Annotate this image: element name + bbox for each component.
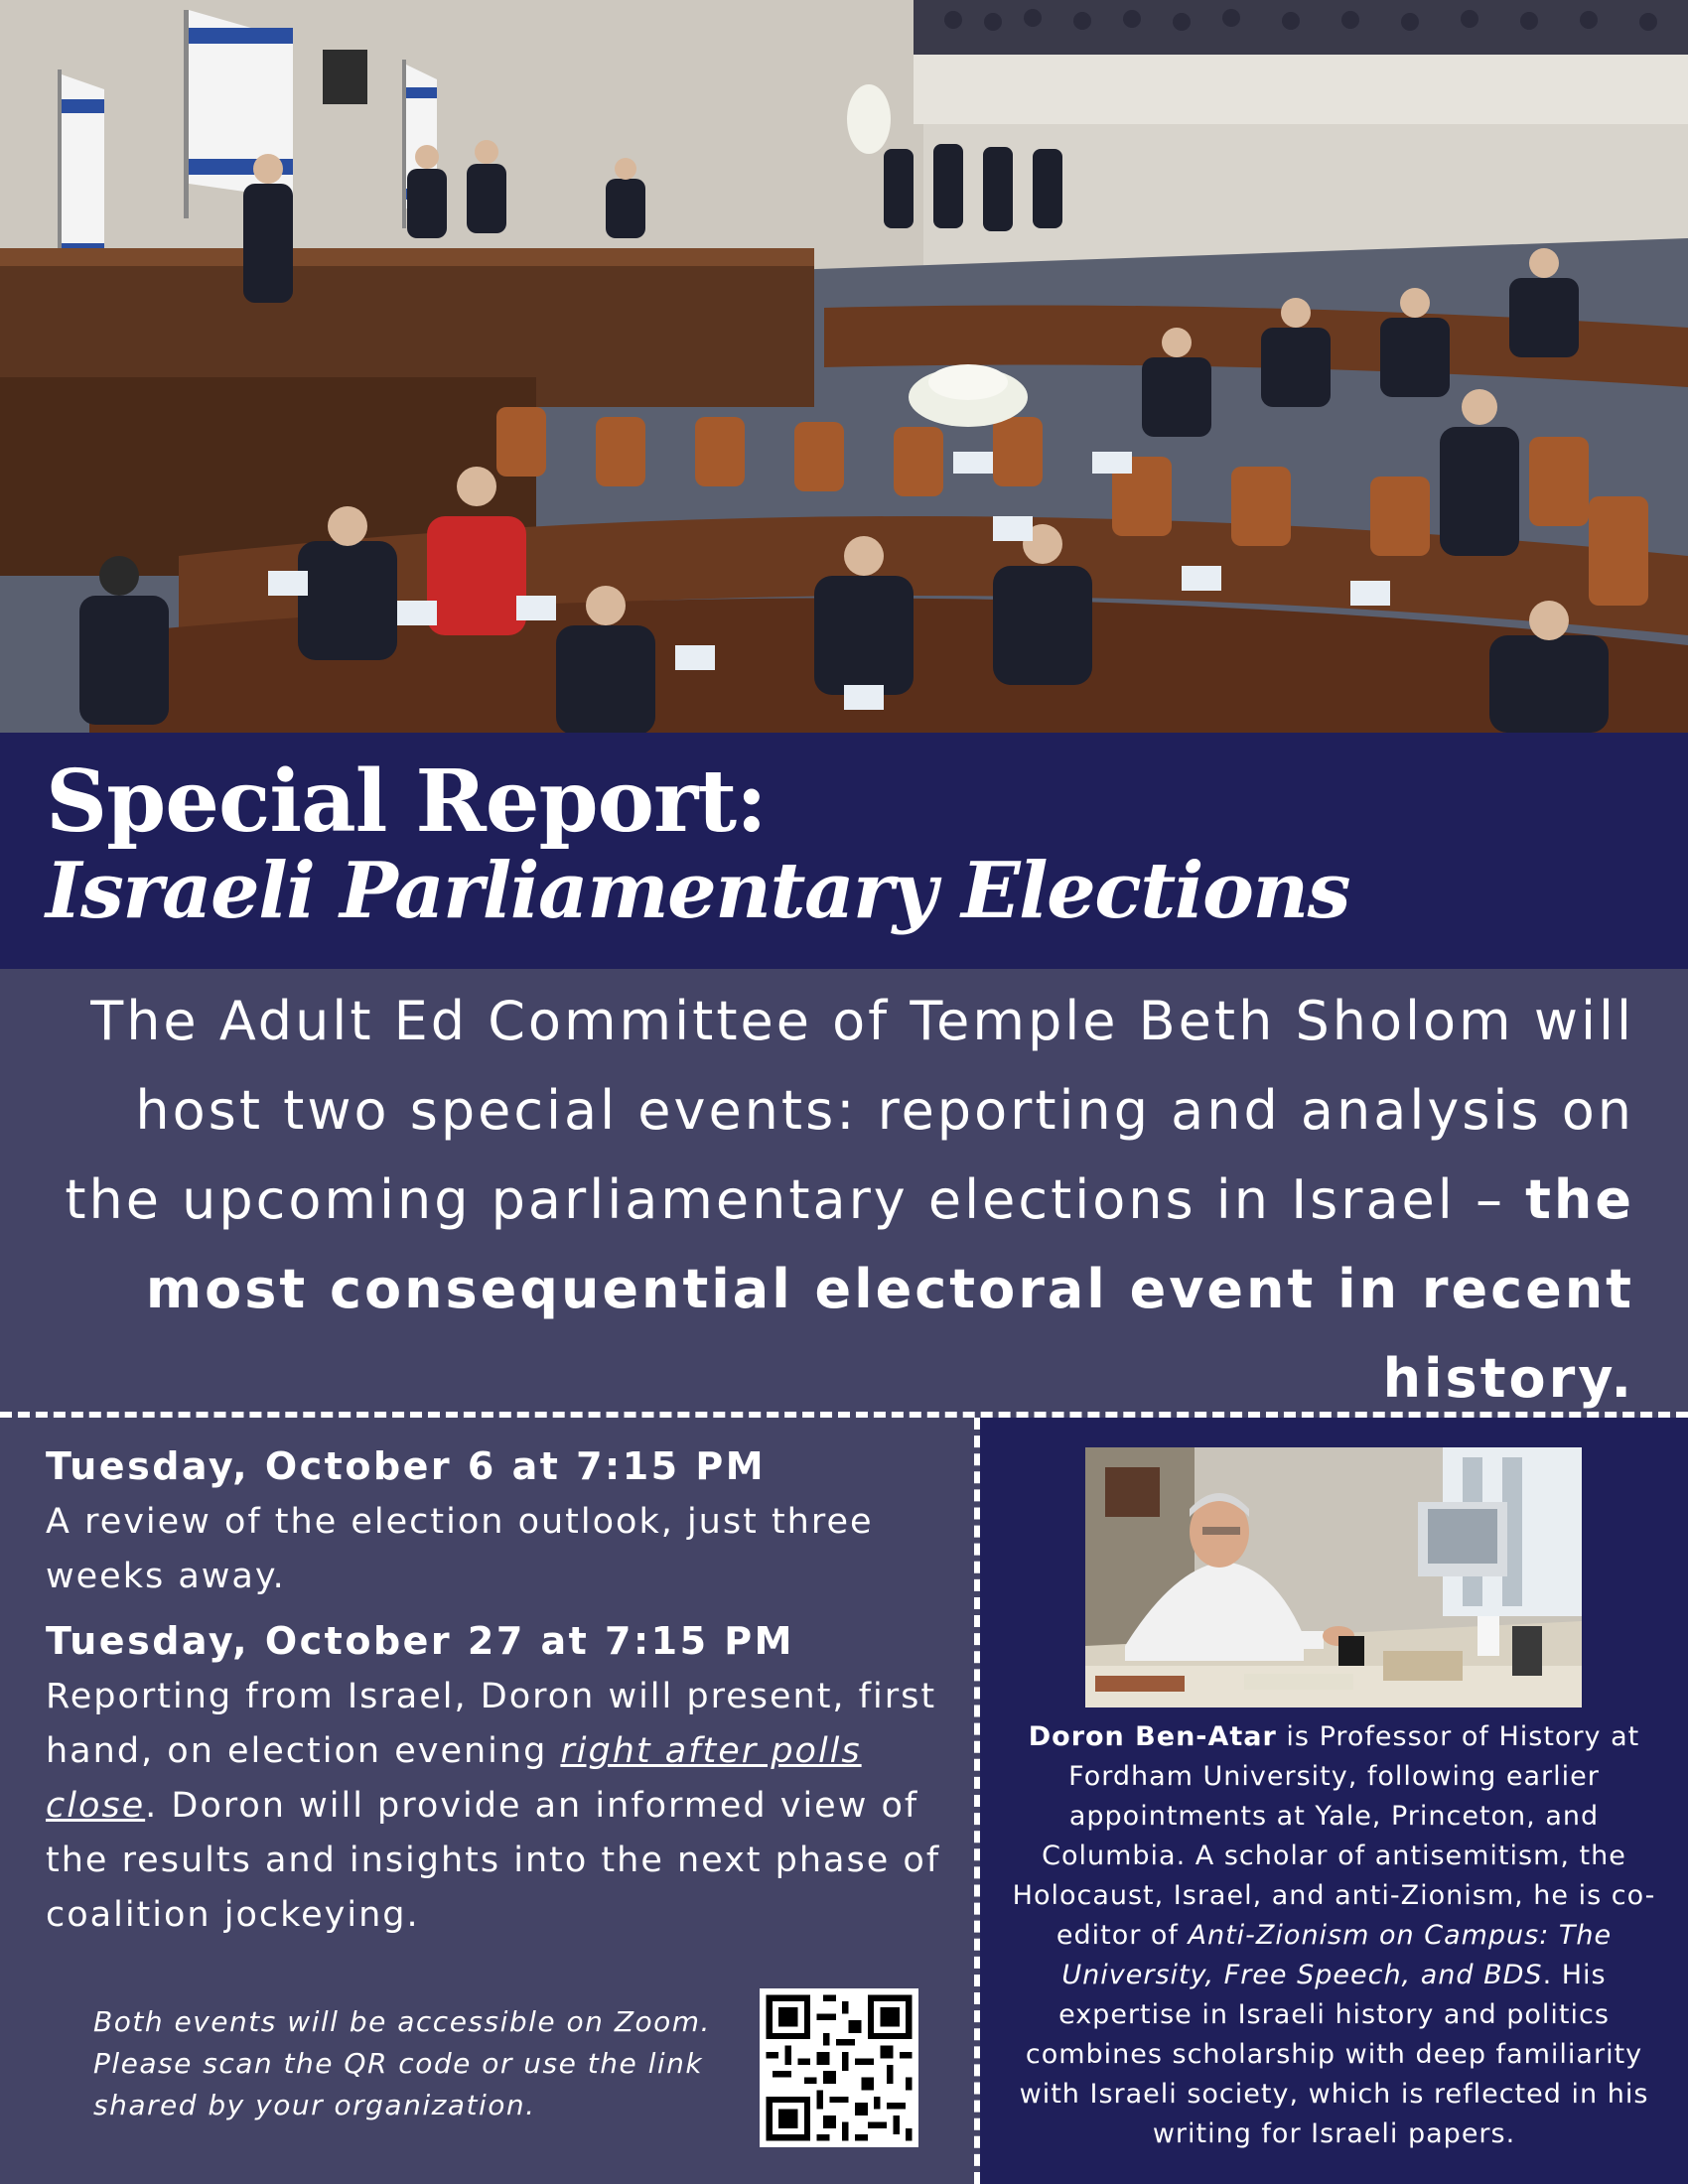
hero-photo [0, 0, 1688, 733]
speaker-photo [1085, 1447, 1582, 1707]
event-2-emphasis-link: right after polls close [46, 1731, 862, 1826]
event-2-text-before: Reporting from Israel, Doron will present, first hand, on election evening [46, 1677, 937, 1771]
title-line-2: Israeli Parliamentary Elections [46, 846, 1350, 936]
title-line-1: Special Report: [46, 751, 767, 852]
intro-paragraph [26, 977, 1634, 1424]
qr-code[interactable] [760, 1988, 918, 2147]
book-title: Anti-Zionism on Campus: The University, Free Speech, and BDS [1061, 1920, 1613, 1990]
event-1-description: A review of the election outlook, just three weeks away. [46, 1502, 874, 1596]
title-band [0, 733, 1688, 969]
intro-emphasis: the most consequential electoral event in recent history. [145, 1168, 1634, 1410]
events-column [0, 1418, 974, 2184]
event-2-date: Tuesday, October 27 at 7:15 PM [46, 1619, 794, 1663]
speaker-bio [1000, 1717, 1668, 2154]
speaker-name: Doron Ben-Atar [1028, 1721, 1277, 1752]
event-2-text-after: . Doron will provide an informed view of the results and insights into the next phase of coalition jockeying. [46, 1786, 941, 1935]
intro-text: The Adult Ed Committee of Temple Beth Sholom will host two special events: reporting and analysis on the upcoming parliamentary elections in Israel – [65, 990, 1634, 1231]
speaker-column [980, 1418, 1688, 2184]
zoom-note: Both events will be accessible on Zoom. Please scan the QR code or use the link shared by your organization. [93, 2005, 711, 2121]
bio-text-2: . His expertise in Israeli history and politics combines scholarship with deep familiarity with Israeli society, which is reflected in his writing for Israeli papers. [1019, 1960, 1649, 2149]
bio-text-1: is Professor of History at Fordham University, following earlier appointments at Yale, Princeton, and Columbia. A scholar of antisemitism, the Holocaust, Israel, and anti-Zionism, he is co-editor of [1012, 1721, 1656, 1951]
event-1-date: Tuesday, October 6 at 7:15 PM [46, 1444, 767, 1488]
intro-block [0, 969, 1688, 1412]
event-2-description [46, 1670, 959, 1943]
